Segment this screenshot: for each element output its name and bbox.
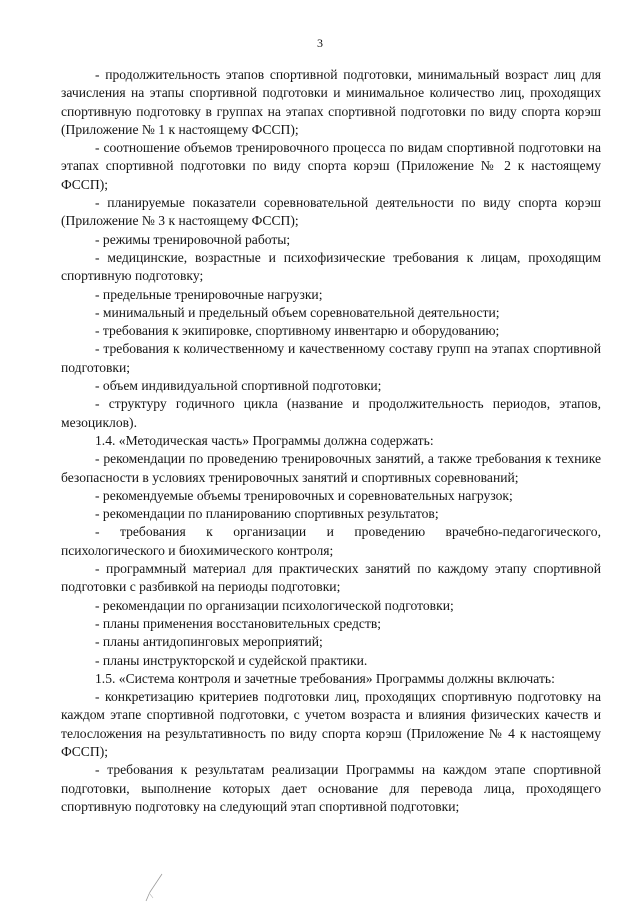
paragraph: - объем индивидуальной спортивной подготовки; <box>95 378 382 394</box>
paragraph: - программный материал для практических занятий по каждому этапу спортивной подготовки с разбивкой на периоды подготовки; <box>61 561 601 595</box>
paragraph: - конкретизацию критериев подготовки лиц, проходящих спортивную подготовку на каждом этапе спортивной подготовки, с учетом возраста и влияния физических качеств и телосложения на результативность по виду спорта корэш (Приложение № 4 к настоящему ФССП); <box>61 689 601 759</box>
paragraph: - планы инструкторской и судейской практики. <box>95 652 368 668</box>
paragraph: - режимы тренировочной работы; <box>95 231 291 247</box>
section-heading-1-5: 1.5. «Система контроля и зачетные требования» Программы должны включать: <box>95 670 555 686</box>
paragraph: - продолжительность этапов спортивной подготовки, минимальный возраст лиц для зачисления на этапы спортивной подготовки и минимальное количество лиц, проходящих спортивную подготовку в группах на этапах спортивной подготовки по виду спорта корэш (Приложение № 1 к настоящему ФССП); <box>61 67 601 137</box>
paragraph: - планы антидопинговых мероприятий; <box>95 634 323 650</box>
paragraph: - требования к количественному и качественному составу групп на этапах спортивной подготовки; <box>61 341 601 375</box>
document-body <box>61 66 601 816</box>
paragraph: - планы применения восстановительных средств; <box>95 615 382 631</box>
section-heading-1-4: 1.4. «Методическая часть» Программы должна содержать: <box>95 432 434 448</box>
paragraph: - требования к результатам реализации Программы на каждом этапе спортивной подготовки, выполнение которых дает основание для перевода лица, проходящего спортивную подготовку на следующий этап спортивной подготовки; <box>61 762 601 814</box>
paragraph: - планируемые показатели соревновательной деятельности по виду спорта корэш (Приложение № 3 к настоящему ФССП); <box>61 195 601 229</box>
paragraph: - рекомендации по организации психологической подготовки; <box>95 597 454 613</box>
paragraph: - требования к экипировке, спортивному инвентарю и оборудованию; <box>95 323 500 339</box>
paragraph: - соотношение объемов тренировочного процесса по видам спортивной подготовки на этапах спортивной подготовки по виду спорта корэш (Приложение № 2 к настоящему ФССП); <box>61 140 601 192</box>
paragraph: - рекомендуемые объемы тренировочных и соревновательных нагрузок; <box>95 487 513 503</box>
paragraph: - рекомендации по проведению тренировочных занятий, а также требования к технике безопасности в условиях тренировочных занятий и спортивных соревнований; <box>61 451 601 485</box>
paragraph: - предельные тренировочные нагрузки; <box>95 286 323 302</box>
paragraph: - минимальный и предельный объем соревновательной деятельности; <box>95 304 500 320</box>
paragraph: - требования к организации и проведению врачебно-педагогического, психологического и биохимического контроля; <box>61 524 601 558</box>
paragraph: - медицинские, возрастные и психофизические требования к лицам, проходящим спортивную подготовку; <box>61 249 601 284</box>
paragraph: - структуру годичного цикла (название и продолжительность периодов, этапов, мезоциклов). <box>61 396 601 430</box>
paragraph: - рекомендации по планированию спортивных результатов; <box>95 506 439 522</box>
page-number: 3 <box>317 36 323 50</box>
pen-mark <box>144 872 166 902</box>
